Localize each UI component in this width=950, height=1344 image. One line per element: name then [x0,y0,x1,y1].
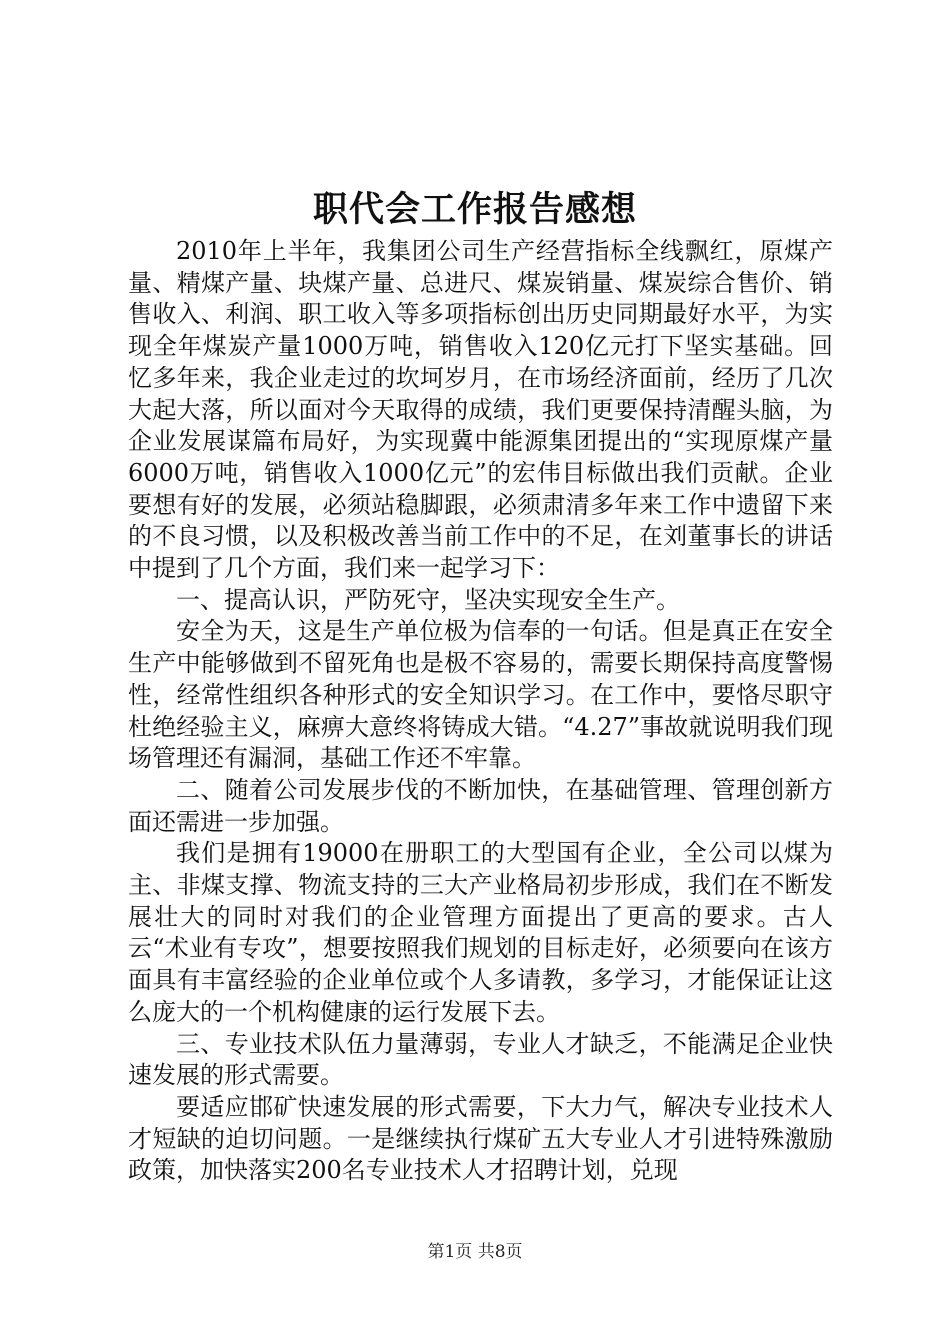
paragraph: 要适应邯矿快速发展的形式需要，下大力气，解决专业技术人才短缺的迫切问题。一是继续执行煤矿五大专业人才引进特殊激励政策，加快落实200名专业技术人才招聘计划，兑现 [128,1092,833,1185]
paragraph: 2010年上半年，我集团公司生产经营指标全线飘红，原煤产量、精煤产量、块煤产量、总进尺、煤炭销量、煤炭综合售价、销售收入、利润、职工收入等多项指标创出历史同期最好水平，为实现全年煤炭产量1000万吨，销售收入120亿元打下坚实基础。回忆多年来，我企业走过的坎坷岁月，在市场经济面前，经历了几次大起大落，所以面对今天取得的成绩，我们更要保持清醒头脑，为企业发展谋篇布局好，为实现冀中能源集团提出的“实现原煤产量6000万吨，销售收入1000亿元”的宏伟目标做出我们贡献。企业要想有好的发展，必须站稳脚跟，必须肃清多年来工作中遗留下来的不良习惯，以及积极改善当前工作中的不足，在刘董事长的讲话中提到了几个方面，我们来一起学习下： [128,237,833,583]
page-title: 职代会工作报告感想 [312,189,637,230]
page-number: 第1页 [427,1242,473,1262]
paragraph: 我们是拥有19000在册职工的大型国有企业，全公司以煤为主、非煤支撑、物流支持的三大产业格局初步形成，我们在不断发展壮大的同时对我们的企业管理方面提出了更高的要求。古人云“术业有专攻”，想要按照我们规划的目标走好，必须要向在该方面具有丰富经验的企业单位或个人多请教，多学习，才能保证让这么庞大的一个机构健康的运行发展下去。 [128,839,833,1026]
page-footer [0,1240,950,1264]
paragraph: 安全为天，这是生产单位极为信奉的一句话。但是真正在安全生产中能够做到不留死角也是极不容易的，需要长期保持高度警惕性，经常性组织各种形式的安全知识学习。在工作中，要恪尽职守杜绝经验主义，麻痹大意终将铸成大错。“4.27”事故就说明我们现场管理还有漏洞，基础工作还不牢靠。 [128,617,833,773]
document-body [128,236,833,1187]
section-heading: 一、提高认识，严防死守，坚决实现安全生产。 [176,585,680,614]
section-heading: 二、随着公司发展步伐的不断加快，在基础管理、管理创新方面还需进一步加强。 [128,775,833,836]
page-total: 共8页 [477,1242,523,1262]
section-heading: 三、专业技术队伍力量薄弱，专业人才缺乏，不能满足企业快速发展的形式需要。 [128,1029,833,1090]
